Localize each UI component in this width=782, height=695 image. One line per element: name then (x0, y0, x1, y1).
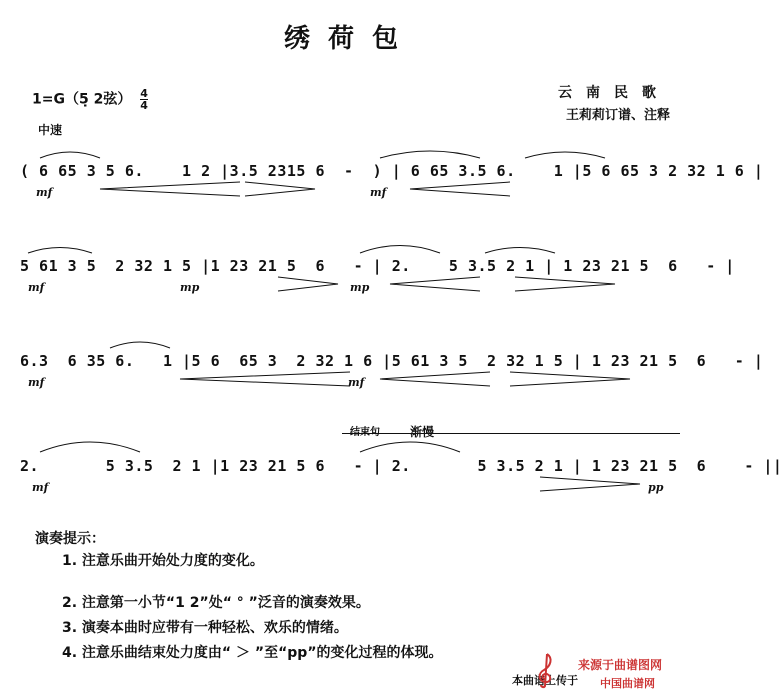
dynamic-mark: mf (28, 376, 45, 389)
staff-notes: 6.3 6 35 6. 1 |5 6 65 3 2 32 1 6 |5 61 3 5 2 32 1 5 | 1 23 21 5 6 - | (20, 352, 764, 370)
tip-item: 2. 注意第一小节“1 2”处“ ° ”泛音的演奏效果。 (62, 595, 370, 611)
song-title: 绣荷包 (283, 24, 416, 54)
dynamic-mark: mf (32, 481, 49, 494)
section-label: 结束句 (350, 427, 380, 438)
genre-credit: 云南民歌 (558, 85, 670, 101)
dynamic-mark: mf (28, 281, 45, 294)
staff-notes: 5 61 3 5 2 32 1 5 |1 23 21 5 6 - | 2. 5 3.5 2 1 | 1 23 21 5 6 - | (20, 257, 735, 275)
dynamic-mark: mp (350, 281, 370, 294)
tempo-marking: 中速 (38, 123, 63, 137)
dynamic-mark: mf (370, 186, 387, 199)
tips-heading: 演奏提示： (35, 531, 105, 547)
dynamic-mark: mp (180, 281, 200, 294)
time-sig-top: 4 (140, 87, 148, 100)
tip-item: 4. 注意乐曲结束处力度由“ ＞ ”至“pp”的变化过程的体现。 (62, 645, 443, 661)
staff-notes: ( 6 65 3 5 6. 1 2 |3.5 2315 6 - ) | 6 65 3.5 6. 1 |5 6 65 3 2 32 1 6 | (20, 162, 764, 180)
upload-note: 本曲谱上传于 (512, 674, 578, 687)
dynamic-mark: mf (36, 186, 53, 199)
dynamic-mark: pp (648, 481, 664, 494)
staff-notes: 2. 5 3.5 2 1 |1 23 21 5 6 - | 2. 5 3.5 2 1 | 1 23 21 5 6 - || (20, 457, 782, 475)
tip-item: 1. 注意乐曲开始处力度的变化。 (62, 553, 264, 569)
tempo-change: 渐慢 (410, 425, 435, 439)
key-text: 1=G（5̣ 2弦） (32, 91, 132, 108)
tip-item: 3. 演奏本曲时应带有一种轻松、欢乐的情绪。 (62, 620, 348, 636)
treble-clef-icon (533, 652, 559, 688)
watermark-site-name: 中国曲谱网 (600, 677, 655, 690)
time-sig-bottom: 4 (140, 99, 148, 112)
watermark-site: 来源于曲谱图网 (578, 658, 663, 672)
dynamic-mark: mf (348, 376, 365, 389)
arranger-credit: 王莉莉订谱、注释 (565, 108, 670, 123)
